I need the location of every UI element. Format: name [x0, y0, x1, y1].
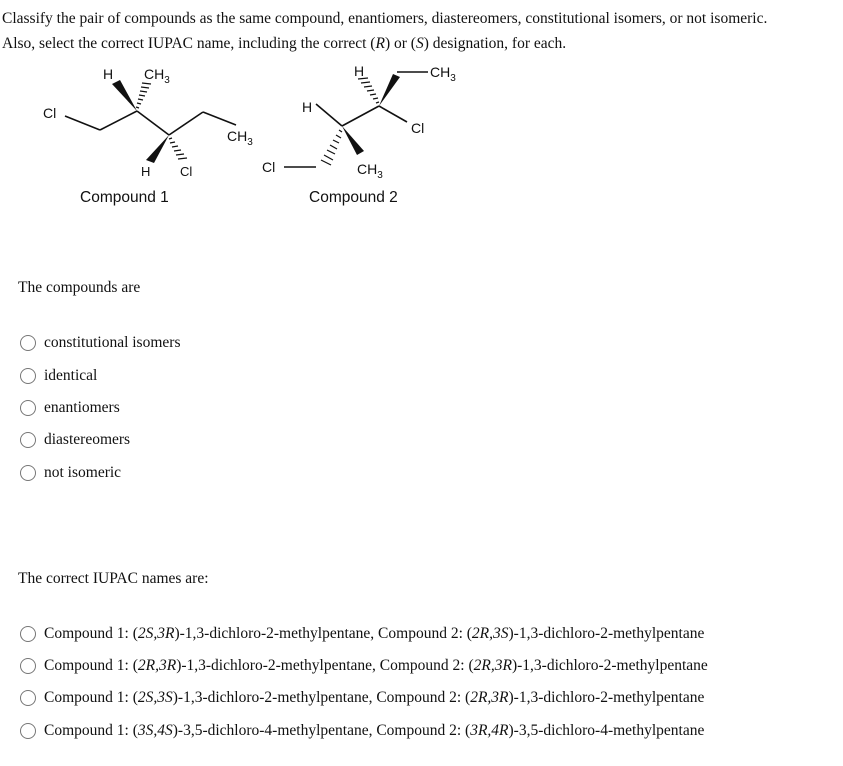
label-h: H: [103, 66, 114, 82]
iupac-option-4[interactable]: [20, 720, 704, 742]
label-ch3: $CH_3$: [144, 66, 170, 86]
option-diastereomers[interactable]: diastereomers: [20, 429, 130, 451]
option-constitutional-isomers[interactable]: constitutional isomers: [20, 332, 180, 354]
label-cl: Cl: [180, 164, 193, 179]
label-cl: Cl: [411, 120, 425, 136]
iupac-names-label: The correct IUPAC names are:: [18, 570, 209, 587]
question-text: [2, 6, 767, 56]
label-h: H: [141, 164, 151, 179]
iupac-option-text: Compound 1: (3S,4S)-3,5-dichloro-4-methylpentane, Compound 2: (3R,4R)-3,5-dichloro-4-methylpentane: [44, 722, 705, 739]
label-cl: Cl: [262, 159, 276, 175]
label-ch3: $CH_3$: [227, 128, 253, 148]
wedge-bond: [379, 74, 400, 106]
compound-1-caption: Compound 1: [80, 189, 169, 206]
hash-bond: [169, 138, 187, 159]
iupac-option-3[interactable]: [20, 687, 704, 709]
iupac-option-2[interactable]: [20, 655, 708, 677]
compound-1-structure: [43, 66, 253, 206]
label-cl: Cl: [43, 105, 57, 121]
iupac-option-text: Compound 1: (2S,3R)-1,3-dichloro-2-methylpentane, Compound 2: (2R,3S)-1,3-dichloro-2-methylpentane: [44, 625, 705, 642]
radio-button[interactable]: [20, 368, 36, 384]
radio-button[interactable]: [20, 400, 36, 416]
structures-figure: [0, 60, 843, 210]
radio-button[interactable]: [20, 335, 36, 351]
wedge-bond: [342, 126, 364, 155]
iupac-option-text: Compound 1: (2R,3R)-1,3-dichloro-2-methylpentane, Compound 2: (2R,3R)-1,3-dichloro-2-methylpentane: [44, 657, 708, 674]
radio-button[interactable]: [20, 465, 36, 481]
label-ch3: $CH_3$: [357, 161, 383, 181]
question-line-2: Also, select the correct IUPAC name, including the correct (R) or (S) designation, for each.: [2, 35, 567, 52]
option-identical[interactable]: identical: [20, 365, 97, 387]
label-ch3: $CH_3$: [430, 64, 456, 84]
radio-button[interactable]: [20, 626, 36, 642]
hash-bond: [321, 130, 342, 165]
radio-button[interactable]: [20, 432, 36, 448]
label-h: H: [354, 63, 365, 79]
label-h: H: [302, 99, 313, 115]
radio-button[interactable]: [20, 723, 36, 739]
iupac-option-1[interactable]: [20, 623, 704, 645]
compounds-are-label: The compounds are: [18, 279, 141, 296]
radio-button[interactable]: [20, 658, 36, 674]
hash-bond: [136, 83, 151, 108]
hash-bond: [358, 78, 379, 103]
iupac-option-text: Compound 1: (2S,3S)-1,3-dichloro-2-methylpentane, Compound 2: (2R,3R)-1,3-dichloro-2-methylpentane: [44, 689, 705, 706]
wedge-bond: [146, 135, 169, 163]
compound-2-structure: [262, 63, 456, 206]
question-line-1: Classify the pair of compounds as the same compound, enantiomers, diastereomers, constitutional isomers, or not isomeric.: [2, 10, 768, 27]
compound-2-caption: Compound 2: [309, 189, 398, 206]
option-enantiomers[interactable]: enantiomers: [20, 397, 120, 419]
radio-button[interactable]: [20, 690, 36, 706]
wedge-bond: [112, 80, 137, 111]
option-not-isomeric[interactable]: not isomeric: [20, 462, 121, 484]
